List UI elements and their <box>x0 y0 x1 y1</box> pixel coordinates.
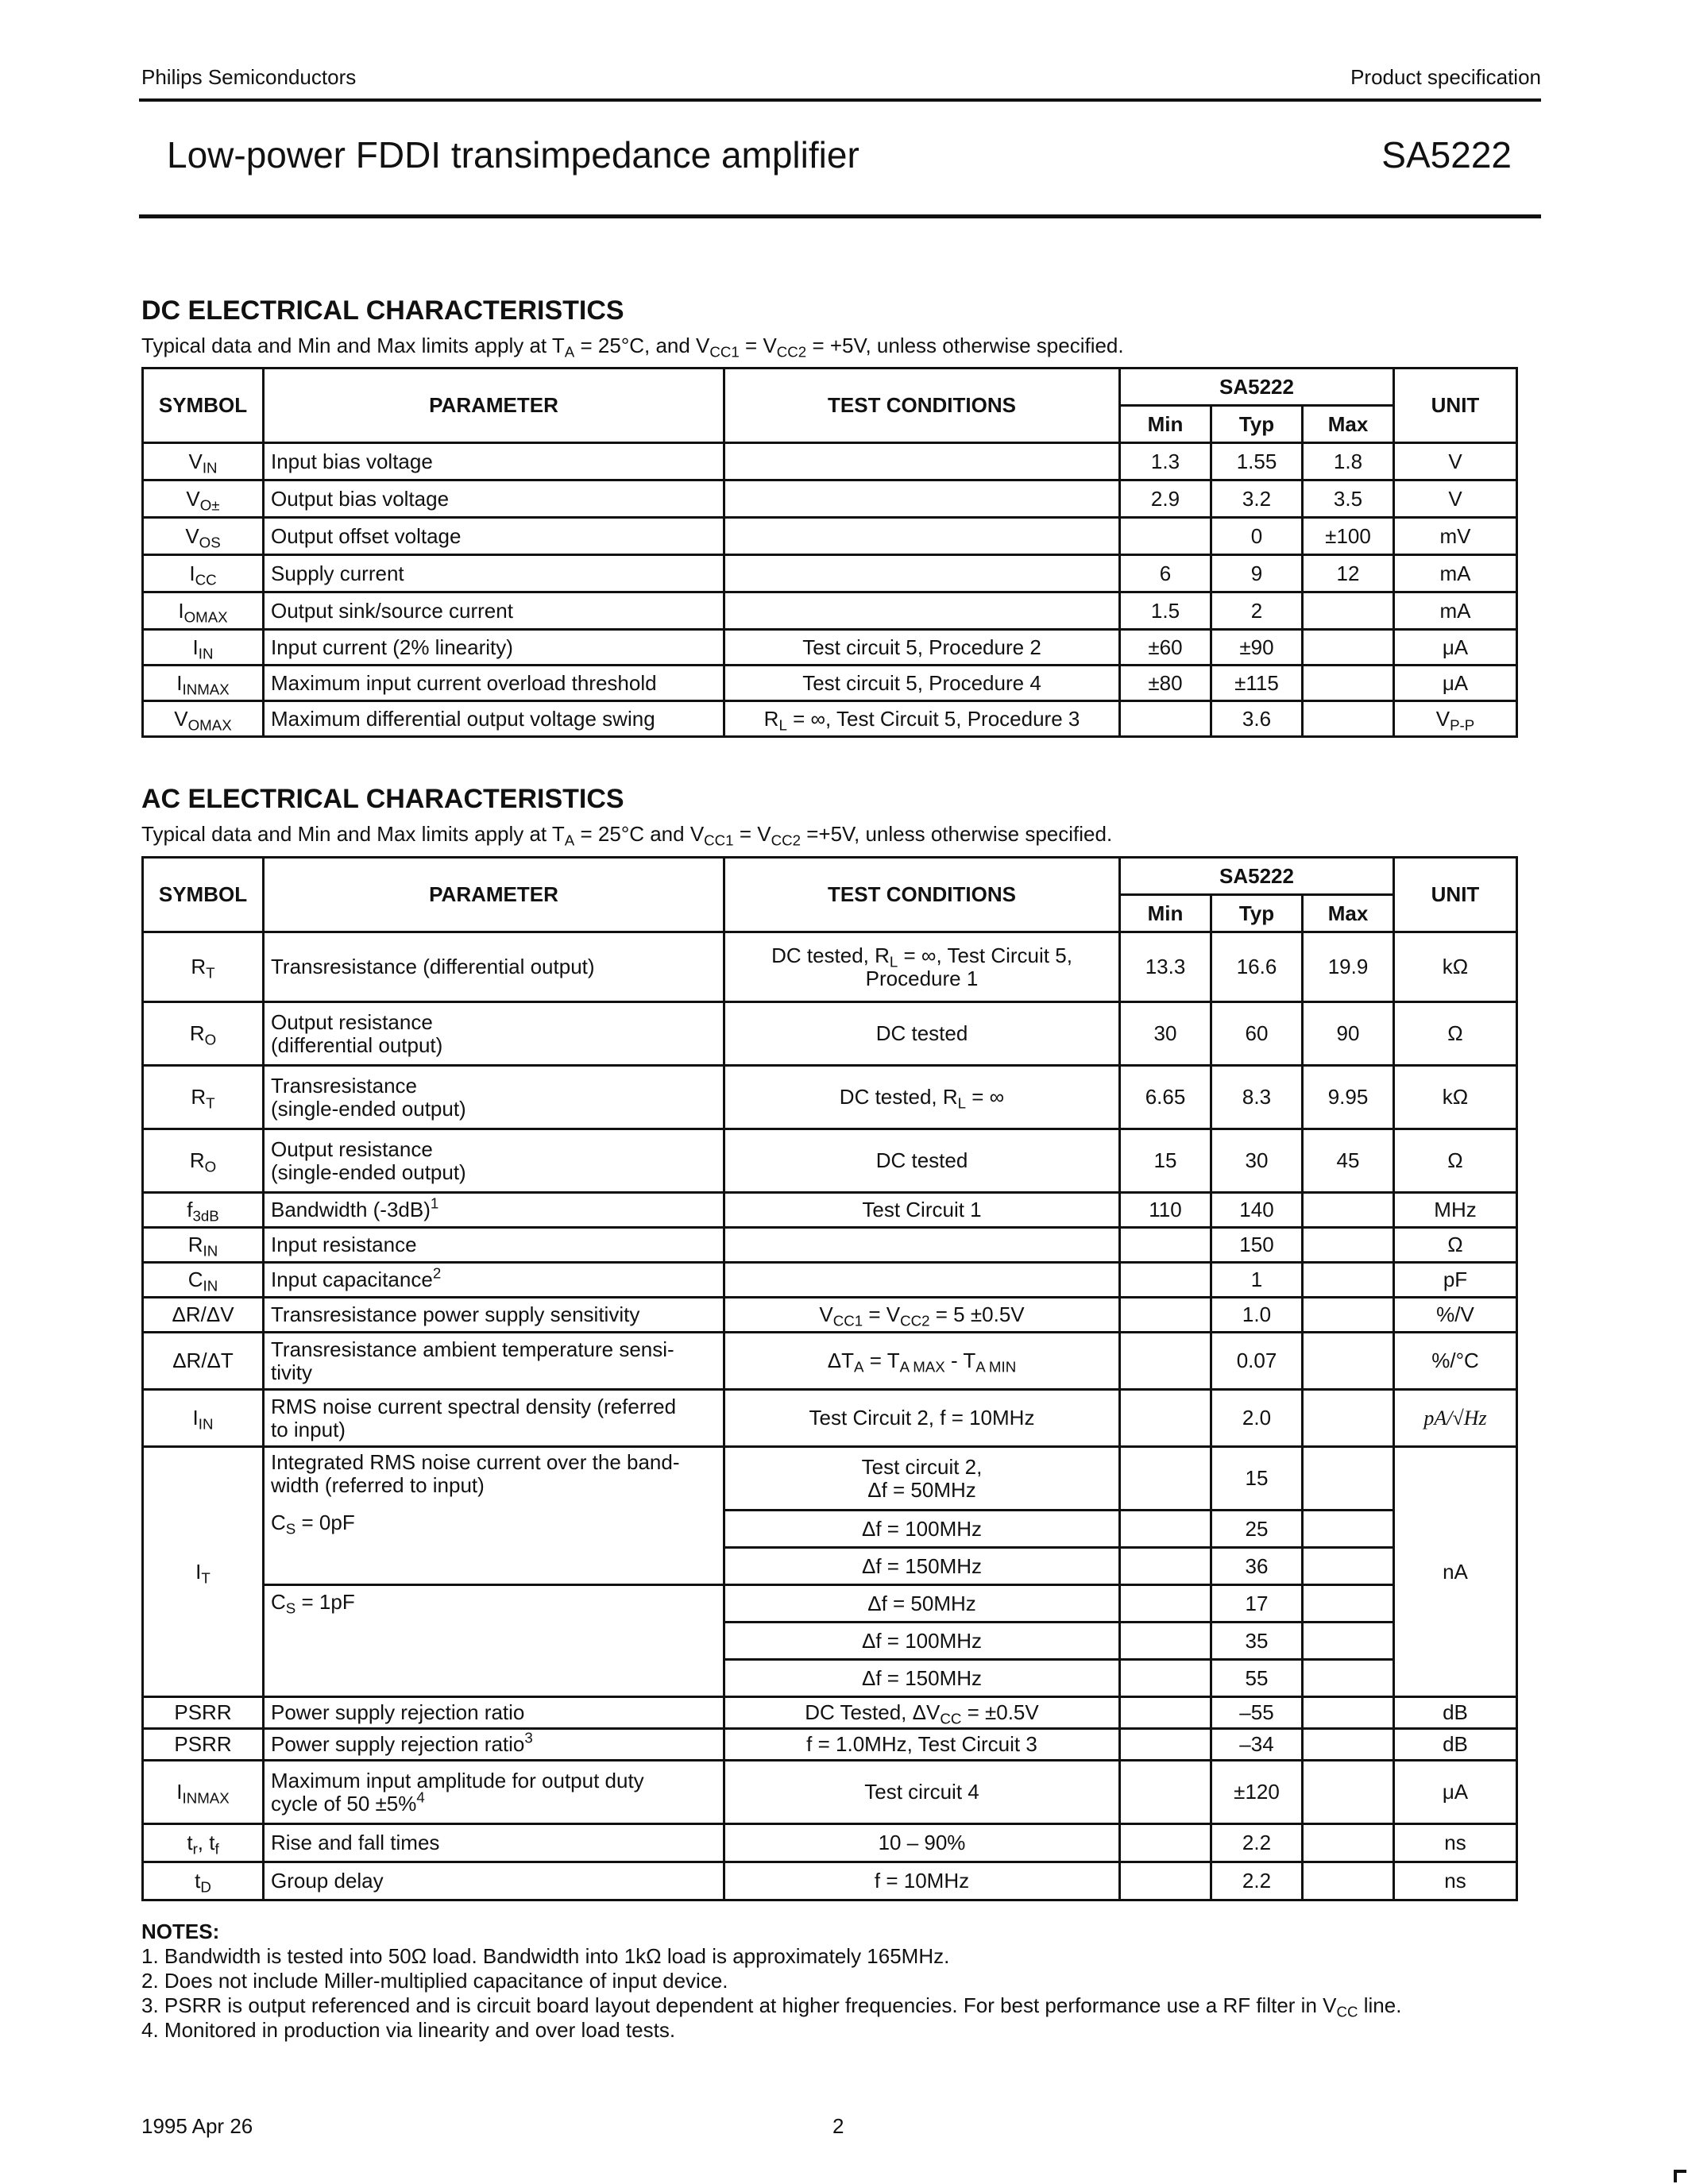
symbol-cell: $V_{OS}$ <box>143 518 264 555</box>
typ-cell: 25 <box>1211 1511 1303 1548</box>
table-row <box>143 555 1517 592</box>
symbol-cell: ΔR/ΔV <box>143 1298 264 1333</box>
conditions-cell: DC tested, $R_L$ = ∞ <box>724 1066 1120 1129</box>
parameter-line: (single-ended output) <box>271 1096 466 1121</box>
max-cell <box>1303 1447 1394 1511</box>
table-row <box>143 1697 1517 1729</box>
unit-cell: V <box>1394 443 1517 480</box>
parameter-text: Power supply rejection ratio <box>271 1732 525 1756</box>
min-cell: 13.3 <box>1120 932 1211 1002</box>
symbol-cell: PSRR <box>143 1697 264 1729</box>
max-cell <box>1303 1585 1394 1623</box>
max-cell: 12 <box>1303 555 1394 592</box>
unit-cell: ns <box>1394 1862 1517 1900</box>
parameter-line: width (referred to input) <box>271 1473 485 1497</box>
parameter-cell: Supply current <box>264 555 724 592</box>
document-title: Low-power FDDI transimpedance amplifier <box>167 134 859 176</box>
symbol-cell: $I_{IN}$ <box>143 630 264 666</box>
conditions-cell: $\Delta T_A = T_{A MAX} - T_{A MIN}$ <box>724 1333 1120 1390</box>
conditions-line: DC tested, $R_L$ = ∞, Test Circuit 5, <box>771 943 1072 970</box>
symbol-cell: $R_{IN}$ <box>143 1228 264 1263</box>
dc-characteristics-table <box>141 367 1518 738</box>
conditions-cell <box>724 1228 1120 1263</box>
parameter-cell: Transresistance (differential output) <box>264 932 724 1002</box>
max-cell: 3.5 <box>1303 480 1394 518</box>
min-cell <box>1120 1228 1211 1263</box>
conditions-line: Test circuit 2, <box>861 1454 983 1479</box>
table-row <box>143 592 1517 630</box>
typ-cell: 140 <box>1211 1193 1303 1228</box>
typ-cell: –34 <box>1211 1729 1303 1761</box>
max-cell: 9.95 <box>1303 1066 1394 1129</box>
parameter-line: Output resistance <box>271 1009 433 1034</box>
conditions-cell: Δf = 100MHz <box>724 1623 1120 1660</box>
parameter-line: tivity <box>271 1360 312 1384</box>
max-cell <box>1303 630 1394 666</box>
table-row <box>143 666 1517 701</box>
unit-cell: Ω <box>1394 1002 1517 1066</box>
dc-header-max: Max <box>1303 406 1394 443</box>
parameter-cell: Output sink/source current <box>264 592 724 630</box>
typ-cell: ±90 <box>1211 630 1303 666</box>
min-cell: 6.65 <box>1120 1066 1211 1129</box>
unit-cell: ns <box>1394 1824 1517 1862</box>
note-ref: 2 <box>432 1264 442 1282</box>
table-row <box>143 1585 1517 1623</box>
parameter-cell: Input bias voltage <box>264 443 724 480</box>
typ-cell: 1.55 <box>1211 443 1303 480</box>
parameter-line: Transresistance ambient temperature sensi- <box>271 1337 674 1361</box>
min-cell <box>1120 1824 1211 1862</box>
symbol-cell: PSRR <box>143 1729 264 1761</box>
unit-cell: μA <box>1394 1761 1517 1824</box>
min-cell <box>1120 1298 1211 1333</box>
parameter-cell: Input current (2% linearity) <box>264 630 724 666</box>
table-row <box>143 1390 1517 1447</box>
parameter-cell: Power supply rejection ratio <box>264 1697 724 1729</box>
ac-header-conditions: TEST CONDITIONS <box>724 858 1120 932</box>
min-cell: 110 <box>1120 1193 1211 1228</box>
symbol-cell: ΔR/ΔT <box>143 1333 264 1390</box>
ac-header-max: Max <box>1303 895 1394 932</box>
min-cell: 2.9 <box>1120 480 1211 518</box>
conditions-cell <box>724 443 1120 480</box>
conditions-cell: $R_L$ = ∞, Test Circuit 5, Procedure 3 <box>724 701 1120 737</box>
parameter-cell <box>264 1193 724 1228</box>
table-row <box>143 1066 1517 1129</box>
max-cell <box>1303 1298 1394 1333</box>
typ-cell: 8.3 <box>1211 1066 1303 1129</box>
unit-cell: Ω <box>1394 1129 1517 1193</box>
parameter-cell: Output offset voltage <box>264 518 724 555</box>
symbol-cell: $t_D$ <box>143 1862 264 1900</box>
unit-cell: mA <box>1394 555 1517 592</box>
min-cell <box>1120 1761 1211 1824</box>
parameter-line <box>271 1788 717 1815</box>
min-cell <box>1120 1729 1211 1761</box>
dc-header-min: Min <box>1120 406 1211 443</box>
ac-characteristics-table <box>141 856 1518 1901</box>
table-row <box>143 1263 1517 1298</box>
conditions-cell <box>724 555 1120 592</box>
table-row <box>143 1129 1517 1193</box>
ac-section-subtitle: Typical data and Min and Max limits apply at $T_A = 25^\circ C$ and $V_{CC1} = V_{CC2} =+5V$, unless otherwise specified. <box>141 822 1113 849</box>
typ-cell: ±115 <box>1211 666 1303 701</box>
typ-cell: 30 <box>1211 1129 1303 1193</box>
conditions-cell <box>724 592 1120 630</box>
symbol-cell: $I_{CC}$ <box>143 555 264 592</box>
parameter-cell: Transresistance power supply sensitivity <box>264 1298 724 1333</box>
conditions-cell: f = 1.0MHz, Test Circuit 3 <box>724 1729 1120 1761</box>
parameter-line: Maximum input amplitude for output duty <box>271 1768 644 1792</box>
max-cell <box>1303 1697 1394 1729</box>
min-cell <box>1120 1511 1211 1548</box>
parameter-cell <box>264 1447 724 1585</box>
min-cell: 1.3 <box>1120 443 1211 480</box>
table-row <box>143 630 1517 666</box>
typ-cell: 3.6 <box>1211 701 1303 737</box>
typ-cell: 2.2 <box>1211 1862 1303 1900</box>
document-type: Product specification <box>1350 65 1541 89</box>
conditions-line: Procedure 1 <box>865 966 979 990</box>
conditions-cell: Δf = 150MHz <box>724 1660 1120 1697</box>
page-number: 2 <box>832 2114 844 2138</box>
symbol-cell: $R_T$ <box>143 1066 264 1129</box>
typ-cell: 35 <box>1211 1623 1303 1660</box>
ac-header-min: Min <box>1120 895 1211 932</box>
table-row <box>143 1761 1517 1824</box>
conditions-cell <box>724 480 1120 518</box>
table-row <box>143 1729 1517 1761</box>
symbol-cell: $I_{INMAX}$ <box>143 1761 264 1824</box>
conditions-cell <box>724 518 1120 555</box>
dc-header-unit: UNIT <box>1394 369 1517 443</box>
unit-cell: pF <box>1394 1263 1517 1298</box>
unit-cell: kΩ <box>1394 932 1517 1002</box>
min-cell <box>1120 1623 1211 1660</box>
unit-cell: nA <box>1394 1447 1517 1697</box>
symbol-cell: $R_O$ <box>143 1002 264 1066</box>
typ-cell: 0 <box>1211 518 1303 555</box>
part-number: SA5222 <box>1381 134 1512 176</box>
parameter-cell: Rise and fall times <box>264 1824 724 1862</box>
ac-header-unit: UNIT <box>1394 858 1517 932</box>
parameter-cell <box>264 1585 724 1697</box>
parameter-cell: Group delay <box>264 1862 724 1900</box>
max-cell: 90 <box>1303 1002 1394 1066</box>
table-row <box>143 1298 1517 1333</box>
dc-header-conditions: TEST CONDITIONS <box>724 369 1120 443</box>
dc-header-group: SA5222 <box>1120 369 1394 406</box>
unit-cell: %/V <box>1394 1298 1517 1333</box>
max-cell <box>1303 666 1394 701</box>
footer-date: 1995 Apr 26 <box>141 2114 253 2138</box>
max-cell <box>1303 1193 1394 1228</box>
max-cell <box>1303 1390 1394 1447</box>
conditions-cell <box>724 1263 1120 1298</box>
min-cell: 1.5 <box>1120 592 1211 630</box>
typ-cell: 1.0 <box>1211 1298 1303 1333</box>
min-cell <box>1120 701 1211 737</box>
max-cell: ±100 <box>1303 518 1394 555</box>
conditions-cell <box>724 1447 1120 1511</box>
max-cell <box>1303 592 1394 630</box>
unit-cell: mA <box>1394 592 1517 630</box>
table-row <box>143 443 1517 480</box>
parameter-cell: Maximum differential output voltage swing <box>264 701 724 737</box>
typ-cell: 2.2 <box>1211 1824 1303 1862</box>
max-cell <box>1303 1862 1394 1900</box>
table-row <box>143 518 1517 555</box>
typ-cell: 60 <box>1211 1002 1303 1066</box>
conditions-cell: 10 – 90% <box>724 1824 1120 1862</box>
table-row <box>143 1862 1517 1900</box>
table-row <box>143 1002 1517 1066</box>
max-cell <box>1303 1660 1394 1697</box>
ac-header-parameter: PARAMETER <box>264 858 724 932</box>
parameter-line: to input) <box>271 1417 346 1441</box>
typ-cell: 15 <box>1211 1447 1303 1511</box>
unit-cell: %/°C <box>1394 1333 1517 1390</box>
unit-cell: Ω <box>1394 1228 1517 1263</box>
unit-cell: μA <box>1394 630 1517 666</box>
note-ref: 4 <box>416 1788 425 1806</box>
conditions-cell: f = 10MHz <box>724 1862 1120 1900</box>
parameter-line: Transresistance <box>271 1073 417 1098</box>
min-cell <box>1120 1333 1211 1390</box>
ac-section-title: AC ELECTRICAL CHARACTERISTICS <box>141 784 624 814</box>
table-row <box>143 1447 1517 1511</box>
note-item: 2. Does not include Miller-multiplied capacitance of input device. <box>141 1969 728 1993</box>
unit-cell: kΩ <box>1394 1066 1517 1129</box>
min-cell: ±80 <box>1120 666 1211 701</box>
max-cell <box>1303 1623 1394 1660</box>
parameter-text: Bandwidth (-3dB) <box>271 1198 431 1221</box>
min-cell: 6 <box>1120 555 1211 592</box>
notes-block <box>141 1920 1401 2043</box>
conditions-cell: Test Circuit 2, f = 10MHz <box>724 1390 1120 1447</box>
max-cell <box>1303 1511 1394 1548</box>
symbol-cell: $V_{IN}$ <box>143 443 264 480</box>
symbol-cell: $I_{OMAX}$ <box>143 592 264 630</box>
min-cell <box>1120 1390 1211 1447</box>
max-cell <box>1303 1263 1394 1298</box>
typ-cell: 1 <box>1211 1263 1303 1298</box>
unit-cell: pA/√Hz <box>1394 1390 1517 1447</box>
company-name: Philips Semiconductors <box>141 65 357 89</box>
typ-cell: 0.07 <box>1211 1333 1303 1390</box>
min-cell <box>1120 1660 1211 1697</box>
parameter-cell <box>264 1129 724 1193</box>
unit-cell: MHz <box>1394 1193 1517 1228</box>
conditions-cell: Test Circuit 1 <box>724 1193 1120 1228</box>
min-cell <box>1120 1447 1211 1511</box>
max-cell <box>1303 1228 1394 1263</box>
min-cell: 15 <box>1120 1129 1211 1193</box>
min-cell: 30 <box>1120 1002 1211 1066</box>
dc-header-symbol: SYMBOL <box>143 369 264 443</box>
conditions-cell: Test circuit 4 <box>724 1761 1120 1824</box>
parameter-cell: Input resistance <box>264 1228 724 1263</box>
header-divider <box>139 98 1541 102</box>
unit-cell: mV <box>1394 518 1517 555</box>
typ-cell: 55 <box>1211 1660 1303 1697</box>
parameter-cell: Maximum input current overload threshold <box>264 666 724 701</box>
min-cell <box>1120 1697 1211 1729</box>
conditions-cell: DC Tested, $\Delta V_{CC} = \pm 0.5V$ <box>724 1697 1120 1729</box>
cs-label: $C_S = 0pF$ <box>271 1511 355 1538</box>
note-item: 1. Bandwidth is tested into 50Ω load. Bandwidth into 1kΩ load is approximately 165MHz. <box>141 1944 950 1968</box>
min-cell <box>1120 1548 1211 1585</box>
table-row <box>143 1824 1517 1862</box>
symbol-cell: $V_{OMAX}$ <box>143 701 264 737</box>
symbol-cell: $R_T$ <box>143 932 264 1002</box>
parameter-cell <box>264 1066 724 1129</box>
max-cell <box>1303 1824 1394 1862</box>
max-cell: 19.9 <box>1303 932 1394 1002</box>
min-cell <box>1120 1263 1211 1298</box>
parameter-cell <box>264 1729 724 1761</box>
typ-cell: –55 <box>1211 1697 1303 1729</box>
ac-header-symbol: SYMBOL <box>143 858 264 932</box>
max-cell <box>1303 701 1394 737</box>
parameter-cell <box>264 1761 724 1824</box>
typ-cell: 2.0 <box>1211 1390 1303 1447</box>
title-divider <box>139 214 1541 218</box>
table-row <box>143 932 1517 1002</box>
conditions-cell: Test circuit 5, Procedure 4 <box>724 666 1120 701</box>
symbol-cell: $I_{IN}$ <box>143 1390 264 1447</box>
table-row <box>143 480 1517 518</box>
typ-cell: 16.6 <box>1211 932 1303 1002</box>
cs-label: $C_S = 1pF$ <box>271 1590 355 1617</box>
dc-header-typ: Typ <box>1211 406 1303 443</box>
parameter-text: Input capacitance <box>271 1268 433 1291</box>
ac-header-typ: Typ <box>1211 895 1303 932</box>
note-item: 3. PSRR is output referenced and is circuit board layout dependent at higher frequencies. For best performance use a RF filter in $V_{CC}$ line. <box>141 1993 1402 2020</box>
conditions-cell: $V_{CC1} = V_{CC2} = 5 \pm 0.5V$ <box>724 1298 1120 1333</box>
conditions-cell: Δf = 50MHz <box>724 1585 1120 1623</box>
min-cell <box>1120 518 1211 555</box>
table-row <box>143 1333 1517 1390</box>
conditions-cell: DC tested <box>724 1002 1120 1066</box>
typ-cell: 36 <box>1211 1548 1303 1585</box>
min-cell: ±60 <box>1120 630 1211 666</box>
symbol-cell: $V_{O\pm}$ <box>143 480 264 518</box>
conditions-cell: Δf = 150MHz <box>724 1548 1120 1585</box>
conditions-line: Δf = 50MHz <box>867 1477 976 1502</box>
max-cell <box>1303 1761 1394 1824</box>
crop-mark <box>1674 2170 1686 2182</box>
typ-cell: 9 <box>1211 555 1303 592</box>
max-cell <box>1303 1729 1394 1761</box>
ac-header-group: SA5222 <box>1120 858 1394 895</box>
unit-cell: μA <box>1394 666 1517 701</box>
symbol-cell: $I_{INMAX}$ <box>143 666 264 701</box>
dc-section-subtitle: Typical data and Min and Max limits apply at $T_A = 25^\circ C$, and $V_{CC1} = V_{CC2} = +5V$, unless otherwise specified. <box>141 334 1124 361</box>
table-row <box>143 1228 1517 1263</box>
unit-cell: dB <box>1394 1729 1517 1761</box>
parameter-cell <box>264 1002 724 1066</box>
symbol-cell: $t_r$, $t_f$ <box>143 1824 264 1862</box>
typ-cell: 3.2 <box>1211 480 1303 518</box>
table-row <box>143 701 1517 737</box>
parameter-line: RMS noise current spectral density (referred <box>271 1394 677 1418</box>
parameter-cell <box>264 1390 724 1447</box>
symbol-cell: $I_T$ <box>143 1447 264 1697</box>
parameter-line: (differential output) <box>271 1032 443 1057</box>
unit-cell: dB <box>1394 1697 1517 1729</box>
parameter-cell: Output bias voltage <box>264 480 724 518</box>
typ-cell: ±120 <box>1211 1761 1303 1824</box>
conditions-cell: Test circuit 5, Procedure 2 <box>724 630 1120 666</box>
note-item: 4. Monitored in production via linearity and over load tests. <box>141 2018 676 2042</box>
conditions-cell <box>724 932 1120 1002</box>
typ-cell: 2 <box>1211 592 1303 630</box>
notes-heading: NOTES: <box>141 1920 220 1943</box>
symbol-cell: $f_{3dB}$ <box>143 1193 264 1228</box>
symbol-cell: $R_O$ <box>143 1129 264 1193</box>
conditions-cell: Δf = 100MHz <box>724 1511 1120 1548</box>
max-cell <box>1303 1333 1394 1390</box>
max-cell: 1.8 <box>1303 443 1394 480</box>
parameter-line: (single-ended output) <box>271 1160 466 1184</box>
min-cell <box>1120 1862 1211 1900</box>
parameter-cell <box>264 1333 724 1390</box>
note-ref: 1 <box>430 1194 439 1212</box>
parameter-cell <box>264 1263 724 1298</box>
parameter-text: cycle of 50 ±5% <box>271 1791 417 1815</box>
dc-section-title: DC ELECTRICAL CHARACTERISTICS <box>141 295 624 326</box>
max-cell <box>1303 1548 1394 1585</box>
conditions-cell: DC tested <box>724 1129 1120 1193</box>
max-cell: 45 <box>1303 1129 1394 1193</box>
unit-cell: V <box>1394 480 1517 518</box>
unit-cell: $V_{P-P}$ <box>1394 701 1517 737</box>
note-ref: 3 <box>524 1729 533 1746</box>
typ-cell: 150 <box>1211 1228 1303 1263</box>
typ-cell: 17 <box>1211 1585 1303 1623</box>
symbol-cell: $C_{IN}$ <box>143 1263 264 1298</box>
parameter-line: Integrated RMS noise current over the band- <box>271 1450 680 1474</box>
table-row <box>143 1193 1517 1228</box>
parameter-line: Output resistance <box>271 1136 433 1161</box>
dc-header-parameter: PARAMETER <box>264 369 724 443</box>
min-cell <box>1120 1585 1211 1623</box>
